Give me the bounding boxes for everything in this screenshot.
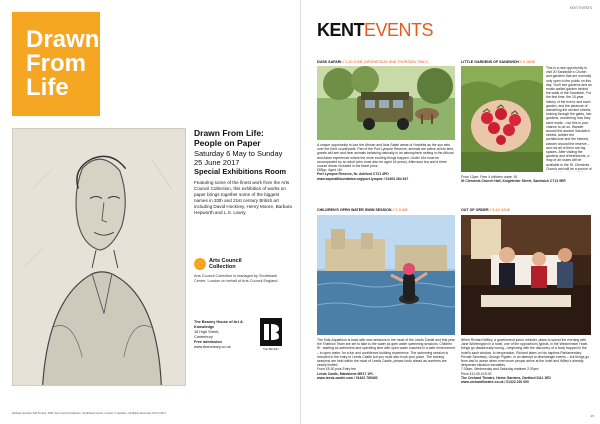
acc-addr-bold: Free admission: [194, 340, 222, 344]
article-web: www.orchardtheatre.co.uk / 01322 220 000: [461, 380, 529, 385]
exhibition-info: [194, 128, 292, 216]
title-line-1: Drawn: [26, 26, 100, 53]
article-web: www.leeds-castle.com / 01622 765400: [317, 375, 378, 380]
article-price: £85pp. Aged 16+: [317, 168, 343, 173]
swim-photo: [317, 215, 455, 335]
beaney-logo-icon: [260, 318, 282, 346]
article-price: From 12pm. Free 4 children under 16: [461, 175, 518, 179]
info-room: Special Exhibitions Room: [194, 167, 287, 176]
beaney-logo-label: THE BEANEY: [262, 348, 280, 351]
page-number: 25: [590, 414, 594, 418]
out-of-order-photo: [461, 215, 591, 335]
article-little-gardens: [461, 60, 591, 64]
acc-addr-name: The Beaney House of Art & Knowledge: [194, 320, 243, 329]
acc-addr-line-1: 18 High Street,: [194, 330, 220, 334]
article-label: DUSK SAFARI: [317, 60, 342, 64]
article-venue-2: The Orchard Theatre, Home Gardens, Dartford DA1 1ED: [461, 375, 551, 380]
article-body: A unique opportunity to tour the African and Asia Safari areas of Howletts as the sun sets over the Kent countryside. Part of the Port Lympne Reserve, animals are active at this time, guests will see and hear animals behaving naturally in an atmospheric setting in the African and Asian experience where the more exciting things happen. Under 16s must be accompanied by an adult (who must also be aged 18 years). Afternoon tea and a three course dinner included in the ticket price.: [317, 143, 455, 169]
exhibition-title: [26, 28, 286, 100]
article-label: CHILDREN'S OPEN WATER SWIM SESSION: [317, 208, 392, 212]
info-title: Drawn From Life: People on Paper: [194, 128, 264, 148]
article-price: From £5.30 plus Entry fee: [317, 367, 357, 372]
article-date: // 5-10 JUNE: [489, 208, 511, 212]
arts-council-logo-icon: [194, 258, 206, 270]
article-dusk-safari: [317, 60, 455, 64]
acc-body: Arts Council Collection is managed by Southbank Centre, London on behalf of Arts Council England.: [194, 274, 279, 283]
article-body: This is a rare opportunity to visit 20 Sandwich's Church and gardens that are normally only open to the public on this day. You'll see gardens and an exotic walled garden behind the walls of the Sandwich. For the first time, the 15-year history of the event, and each garden, and the pleasure of wandering the ancient streets, looking through the gates, into gardens, wondering how they were made – but this is your chance to do so. Wander around the ancient Sandwich streets, admire the architecture and the interest, wander around the reserve – and not all of them are big spaces. After visiting the gardens and refreshments, a map of all routes will be available to the St. Clements Church and will be a source of: [546, 66, 592, 171]
acc-addr-line-2: Canterbury: [194, 335, 213, 339]
header-events: EVENTS: [364, 20, 434, 40]
article-venue: St Clements Church Hall, Knightrider Street, Sandwich CT13 9ER: [461, 179, 566, 184]
article-venue: Port Lympne Reserve, Nr. Ashford CT21 4PD: [317, 172, 389, 177]
article-body: When Richard Willey, a government junior minister, plans to spend the evening with Jane Worthington in a hotel, one of the opposition's typists, in the Westminster Hotel, things go disastrously wrong – beginning with the discovery of a body trapped in the hotel's sash window. In desperation, Richard takes on his hapless Parliamentary Private Secretary, George Pigden, in an attempt to disentangle events – but things go from bad to worse when even more people arrive at the hotel and Willey's already desperate situation escalates.: [461, 338, 590, 368]
article-swim-text: [317, 338, 455, 380]
gardens-photo: [461, 66, 543, 172]
acc-title: Arts Council Collection: [209, 258, 242, 270]
acc-address: [194, 320, 254, 350]
dusk-safari-photo: [317, 66, 455, 140]
portrait-drawing: [12, 128, 186, 386]
info-dates: Saturday 6 May to Sunday 25 June 2017: [194, 149, 283, 167]
article-swim: [317, 208, 455, 212]
article-date: // 3 JUNE: [392, 208, 408, 212]
image-caption: Richard Hamilton Self Portrait, 1990. Arts Council Collection, Southbank Centre, London © Hamilton. All Rights Reserved, DACS 2017: [12, 412, 167, 415]
info-body: Featuring some of the finest work from the Arts Council Collection, this exhibition of works on paper brings together some of the biggest names in 20th and 21st century British art including David Hockney, Henry Moore, Barbara Hepworth and L.S. Lowry.: [194, 180, 292, 215]
title-line-2: From: [26, 50, 86, 77]
article-little-gardens-text-col: [546, 66, 592, 172]
right-page: [300, 0, 600, 424]
acc-addr-web: www.thebeaney.co.uk: [194, 345, 231, 349]
article-little-gardens-text: [461, 175, 591, 183]
article-dusk-safari-text: [317, 143, 455, 181]
arts-council-box: [194, 258, 292, 390]
article-web: www.aspinallfoundation.org/port-lympne / 01303 264 647: [317, 176, 409, 181]
article-date: // 1-30 JUNE (WEDNESDAY AND THURSDAY ONLY): [342, 60, 429, 64]
header-kent: KENT: [317, 20, 364, 40]
article-price: 7:30pm. Wednesday and Saturday matinee 2:30pm: [461, 367, 539, 372]
article-label: LITTLE GARDENS OF SANDWICH: [461, 60, 519, 64]
article-date: // 4 JUNE: [519, 60, 536, 64]
article-venue: Price £12.00-£19.00: [461, 371, 492, 376]
article-venue: Leeds Castle, Maidstone ME17 1PL: [317, 371, 374, 376]
article-out-of-order-text: [461, 338, 591, 384]
article-label: OUT OF ORDER: [461, 208, 489, 212]
title-line-3: Life: [26, 74, 69, 101]
section-tag: KENT EVENTS: [569, 6, 592, 10]
article-out-of-order: [461, 208, 591, 212]
article-body: The Kids-Aquathlon is back with new sessions in the moat of the Leeds Castle and this year the Triathlon Team are set to take to the water at open water swimming sessions. Children 8+, starting as swimmers and spending time with open water coaches in a safe environment – in open water, for a fun and confidence-building experience. The swimming session is included in the entry to Leeds Castle but you must also book your place. The training sessions are held within the moat of Leeds Castle, please book ahead as numbers are strictly limited.: [317, 338, 455, 368]
section-header: [317, 20, 433, 41]
